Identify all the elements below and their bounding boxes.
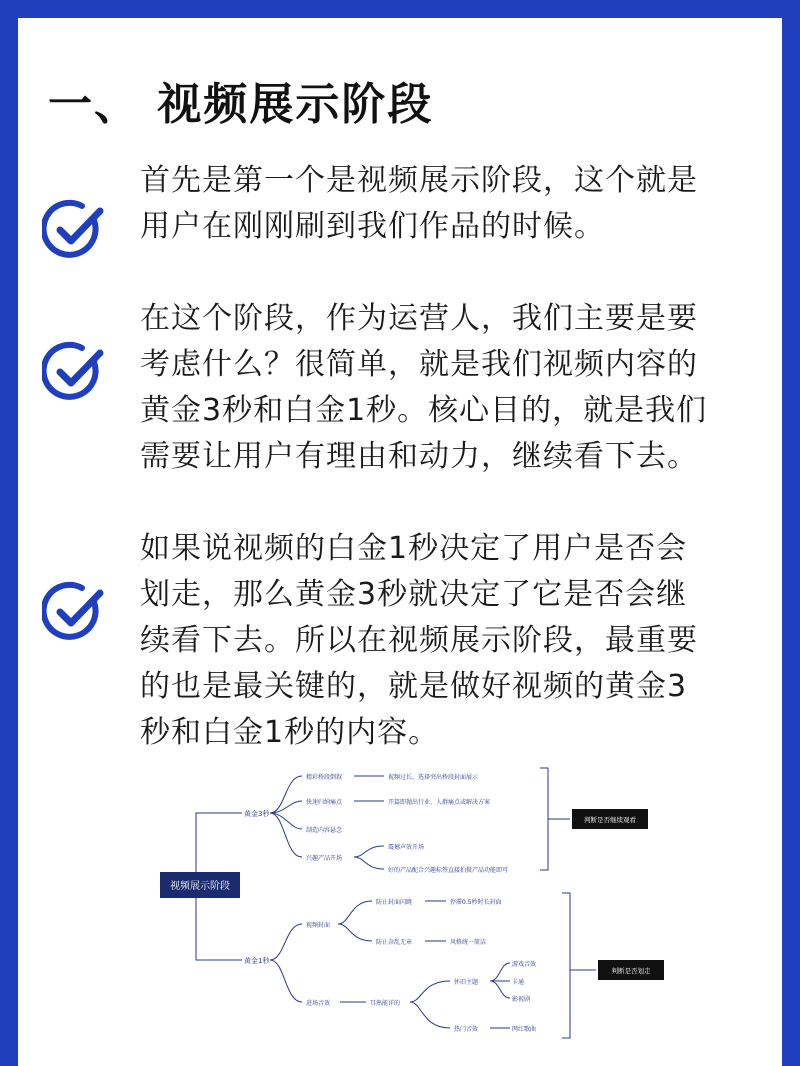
mindmap-node: 进场音效 (306, 1000, 331, 1007)
paragraph-intro: 首先是第一个是视频展示阶段，这个就是 用户在刚刚刷到我们作品的时候。 (140, 163, 698, 244)
mindmap-root-label: 视频展示阶段 (170, 881, 230, 892)
mindmap-judge: 判断是否划走 (611, 967, 651, 975)
mindmap-node: 防止杂乱无章 (376, 939, 413, 946)
section-title: 一、 视频展示阶段 (48, 79, 434, 130)
mindmap-node: 黄金3秒 (244, 810, 270, 818)
mindmap-node: 耳熟能详的 (370, 1000, 401, 1007)
mindmap-node: 视频封面 (306, 922, 331, 929)
mindmap-node: 快速归纳痛点 (306, 799, 343, 806)
mindmap-node: 开篇即抛出行业、人群痛点或解决方案 (388, 799, 491, 806)
mindmap-node: 卡通 (512, 979, 525, 986)
mindmap-node: 风格统一简洁 (450, 939, 487, 946)
mindmap-node: 好的产品配合兴趣标签直接拍摄产品功能即可 (388, 867, 509, 874)
check-circle-icon (42, 580, 106, 644)
mindmap-node: 震撼声效开场 (388, 844, 425, 851)
mindmap-node: 防止封面闪跳 (376, 899, 413, 906)
mindmap-node: 制造内容悬念 (306, 827, 343, 834)
mindmap-node: 网红歌曲 (512, 1026, 537, 1033)
mindmap-node: 兴趣产品开场 (306, 855, 343, 862)
mind-map (150, 758, 670, 1048)
mindmap-node: 怀旧主题 (454, 979, 479, 986)
mindmap-node: 黄金1秒 (244, 957, 270, 965)
mindmap-node: 精彩桥段倒叙 (306, 774, 343, 781)
mindmap-node: 热门音效 (454, 1026, 479, 1033)
paragraph-operations: 在这个阶段，作为运营人，我们主要是要 考虑什么？很简单，就是我们视频内容的 黄金3秒和白金1秒。核心目的，就是我们 需要让用户有理由和动力，继续看下去。 (140, 301, 708, 474)
mindmap-node: 影视剧 (512, 996, 531, 1003)
mindmap-node: 停滞0.5秒时长封面 (450, 899, 502, 906)
mindmap-judge: 判断是否继续观看 (584, 816, 636, 824)
mindmap-node: 游戏音效 (512, 961, 537, 968)
paragraph-key-point: 如果说视频的白金1秒决定了用户是否会 划走，那么黄金3秒就决定了它是否会继 续看下去。所以在视频展示阶段，最重要 的也是最关键的，就是做好视频的黄金3 秒和白金1秒的内容。 (140, 531, 698, 750)
check-circle-icon (42, 198, 106, 262)
mindmap-node: 视频过长，选择突出桥段封面展示 (388, 774, 479, 781)
check-circle-icon (42, 340, 106, 404)
